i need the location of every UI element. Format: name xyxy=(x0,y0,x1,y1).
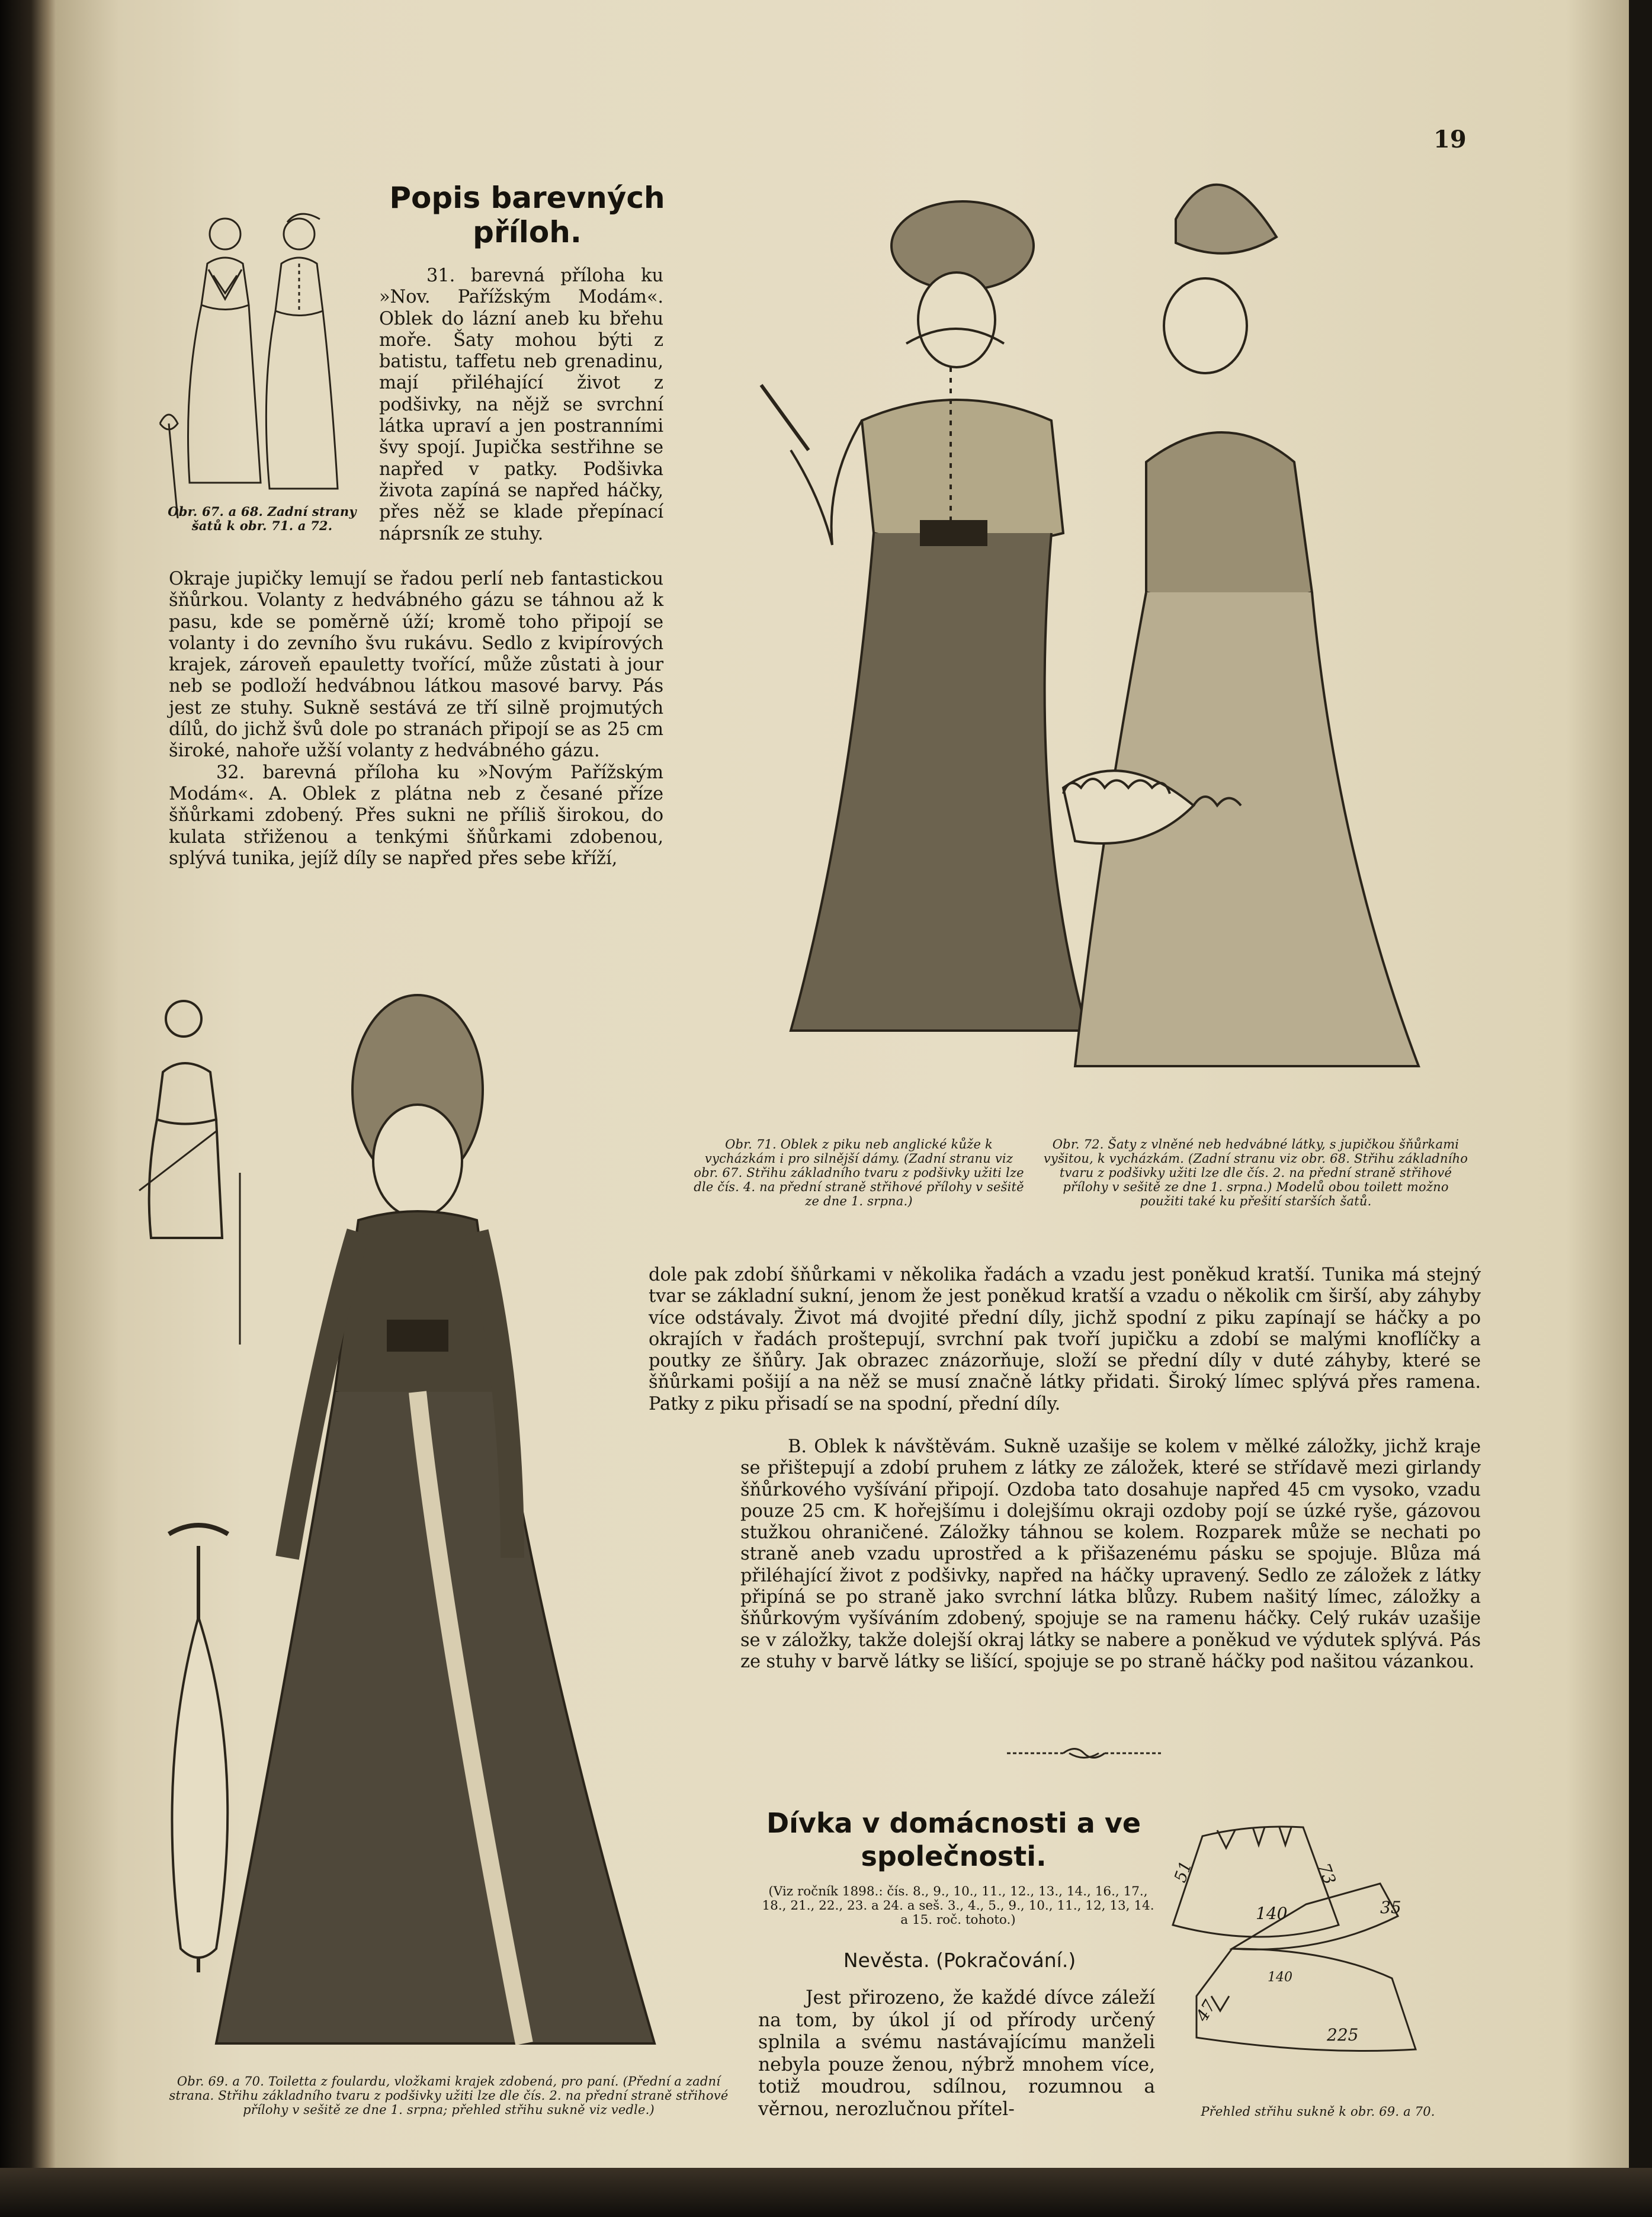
pattern-label-47: 47 xyxy=(1192,1997,1220,2025)
pattern-label-35: 35 xyxy=(1380,1898,1401,1917)
pattern-label-225: 225 xyxy=(1327,2025,1359,2045)
caption-fig-71: Obr. 71. Oblek z piku neb anglické kůže k vycházkám i pro silnější dámy. (Zadní stranu viz obr. 67. Střihu základního tvaru z podšivky užiti lze dle čís. 4. na přední straně střihové přílohy v sešitě ze dne 1. srpna.) xyxy=(694,1137,1024,1208)
paragraph-32-cont: dole pak zdobí šňůrkami v několika řadách a vzadu jest poněkud kratší. Tunika má stejný tvar se základní sukní, jenom že jest poněkud kratší a vzadu o několik cm širší, aby záhyby více odstávaly. Život má dvojité přední díly, jichž spodní z piku zapínají se háčky a po okrajích v řadách proštepují, svrchní pak tvoří jupičku a zdobí se malými knoflíčky a poutky ze šňůry. Jak obrazec znázorňuje, složí se přední díly v duté záhyby, které se šňůrkami pošijí a na něž se musí značně látky přidati. Široký límec splývá přes ramena. Patky z piku přisadí se na spodní, přední díly. xyxy=(649,1265,1481,1414)
paragraph-31: 31. barevná příloha ku »Nov. Pařížským Modám«. Oblek do lázní aneb ku břehu moře. Šaty mohou býti z batistu, taffetu neb grenadinu, mají přiléhající život z podšivky, na nějž se svrchní látka upraví a jen postranními švy spojí. Jupička sestřihne se napřed v patky. Podšivka života zapíná se napřed háčky, přes něž se klade přepínací náprsník ze stuhy. xyxy=(379,265,663,544)
ornament-divider xyxy=(1007,1744,1161,1762)
page-number: 19 xyxy=(1433,126,1467,153)
scan-edge-bottom xyxy=(0,2168,1652,2217)
col2-text xyxy=(649,1265,1481,1415)
book-spine xyxy=(0,0,56,2217)
pattern-label-73: 73 xyxy=(1314,1860,1340,1887)
skirt-pattern-diagram xyxy=(1161,1801,1457,2079)
caption-fig-69-70: Obr. 69. a 70. Toiletta z foulardu, vložkami krajek zdobená, pro paní. (Přední a zadní strana. Střihu základního tvaru z podšivky užiti lze dle čís. 2. na přední straně střihové přílohy v sešitě ze dne 1. srpna; přehled střihu sukně viz vedle.) xyxy=(169,2074,729,2117)
pattern-label-140-a: 140 xyxy=(1256,1904,1288,1923)
figure-71-72-illustration xyxy=(672,166,1490,1125)
paragraph-32-b: B. Oblek k návštěvám. Sukně uzašije se kolem v mělké záložky, jichž kraje se přištepují a zdobí pruhem z látky ze záložek, které se střídavě mezi girlandy šňůrkového vyšívání připojí. Ozdoba tato dosahuje napřed 45 cm vysoko, vzadu pouze 25 cm. K hořejšímu i dolejšímu okraji ozdoby pojí se úzké ryše, gázovou stužkou ohraničené. Záložky táhnou se kolem. Rozparek může se nechati po straně aneb vzadu uprostřed a k přišazenému pásku se spojuje. Blůza má přiléhající život z podšivky, napřed na háčky upravený. Sedlo ze záložek z látky připíná se po straně jako svrchní látka blůzy. Rubem našitý límec, záložky a šňůrkovým vyšíváním zdobený, spojuje se na ramenu háčky. Celý rukáv uzašije se v záložky, takže dolejší okraj látky se nabere a poněkud ve výdutek splývá. Pás ze stuhy v barvě látky se lišící, spojuje se po straně háčky pod našitou vázankou. xyxy=(740,1436,1481,1672)
section2-title: Dívka v domácnosti a ve společnosti. xyxy=(766,1807,1141,1872)
section-title: Popis barevných příloh. xyxy=(389,181,665,249)
pattern-label-140-b: 140 xyxy=(1268,1970,1292,1985)
col1-text-narrow xyxy=(379,265,663,545)
caption-fig-67-68: Obr. 67. a 68. Zadní strany šatů k obr. 71. a 72. xyxy=(168,504,357,533)
figure-67-68-back-views xyxy=(142,210,364,518)
col1-text-wide xyxy=(169,569,663,870)
paragraph-31-cont: Okraje jupičky lemují se řadou perlí neb fantastickou šňůrkou. Volanty z hedvábného gázu se táhnou až k pasu, kde se poměrně úží; kromě toho připojí se volanty i do zevního švu rukávu. Sedlo z kvipírových krajek, zároveň epauletty tvořící, může zůstati à jour neb se podloží hedvábnou látkou masové barvy. Pás jest ze stuhy. Sukně sestává ze tří silně projmutých dílů, do jichž švů dole po stranách připojí se as 25 cm široké, nahoře užší volanty z hedvábného gázu. xyxy=(169,569,663,762)
section2-text xyxy=(758,1987,1155,2120)
caption-fig-72: Obr. 72. Šaty z vlněné neb hedvábné látky, s jupičkou šňůrkami vyšitou, k vycházkám. (Zadní stranu viz obr. 68. Střihu základního tvaru z podšivky užiti lze dle čís. 2. na přední straně střihové přílohy v sešitě ze dne 1. srpna.) Modelů obou toilett možno použiti také ku přešití starších šatů. xyxy=(1043,1137,1468,1208)
paragraph-nevesta: Jest přirozeno, že každé dívce záleží na tom, by úkol jí od přírody určený splnila a svému nastávajícímu manželi nebyla pouze ženou, nýbrž mnohem více, totiž moudrou, sdílnou, rozumnou a věrnou, nerozlučnou přítel- xyxy=(758,1987,1155,2120)
pattern-label-51: 51 xyxy=(1170,1858,1196,1885)
scan-edge-right xyxy=(1629,0,1652,2217)
section2-reference: (Viz ročník 1898.: čís. 8., 9., 10., 11., 12., 13., 14., 16., 17., 18., 21., 22., 23. a 24. a seš. 3., 4., 5., 9., 10., 11., 12, 13, 14. a 15. roč. tohoto.) xyxy=(762,1884,1154,1927)
section2-subtitle: Nevěsta. (Pokračování.) xyxy=(843,1949,1076,1972)
figure-69-70-illustration xyxy=(133,965,696,2073)
paragraph-32: 32. barevná příloha ku »Novým Pařížským Modám«. A. Oblek z plátna neb z česané příze šňůrkami zdobený. Přes sukni ne příliš širokou, do kulata střiženou a tenkými šňůrkami zdobenou, splývá tunika, jejíž díly se napřed přes sebe kříží, xyxy=(169,762,663,869)
col2-text-b xyxy=(740,1436,1481,1673)
caption-skirt-pattern: Přehled střihu sukně k obr. 69. a 70. xyxy=(1201,2104,1435,2119)
